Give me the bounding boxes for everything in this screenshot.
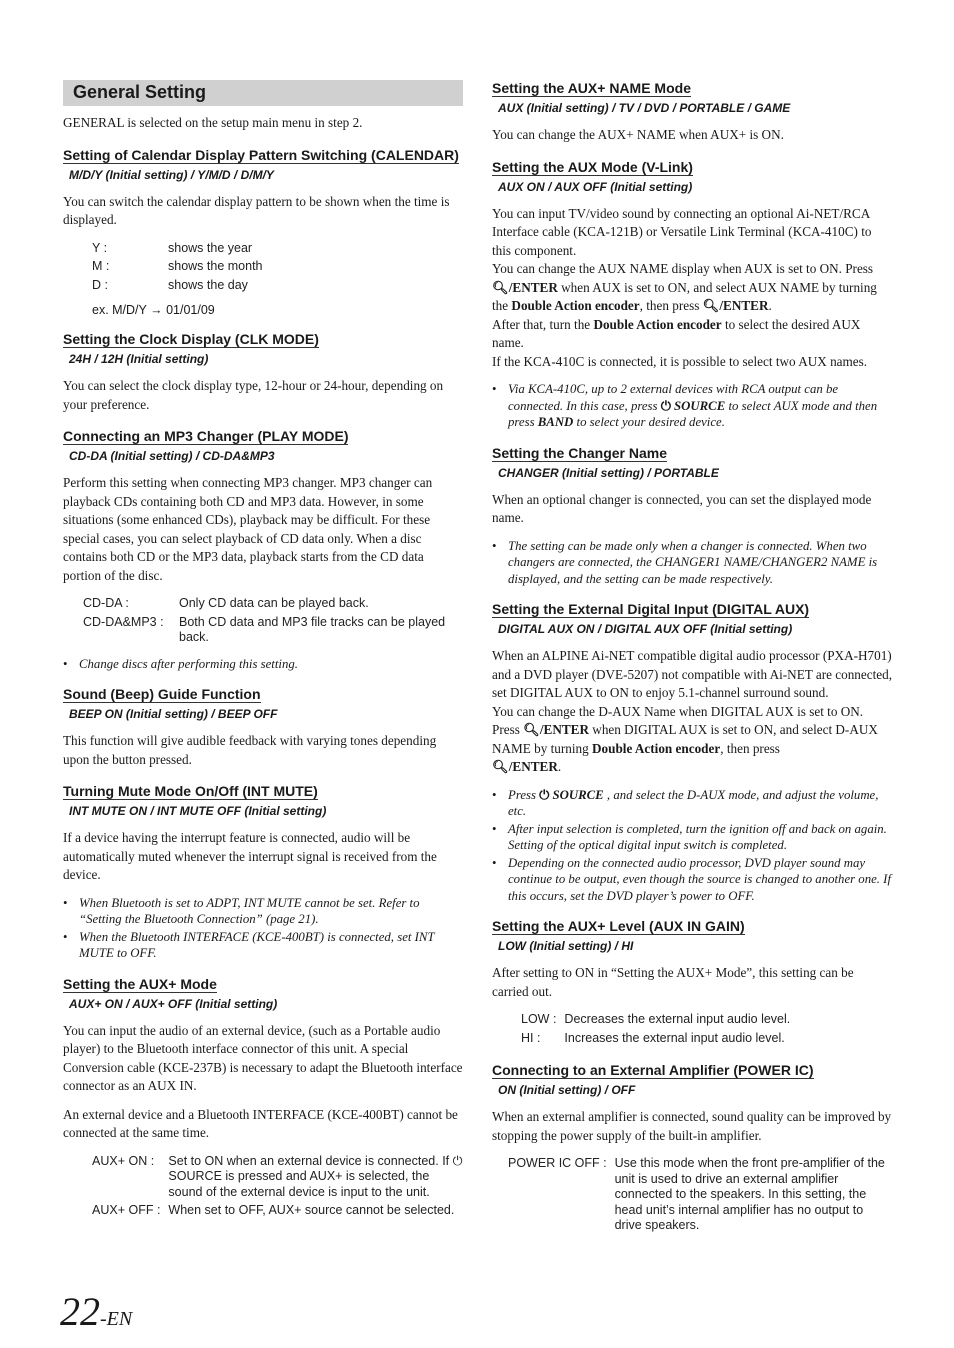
- clock-options: 24H / 12H (Initial setting): [69, 352, 209, 366]
- changer-section: [492, 445, 892, 588]
- text-run: Press: [508, 787, 540, 802]
- auxname-options: AUX (Initial setting) / TV / DVD / PORTABLE / GAME: [498, 101, 791, 115]
- note-item: [492, 381, 892, 431]
- search-icon: 🔍︎: [523, 722, 540, 737]
- def-key: AUX+ OFF :: [92, 1203, 161, 1217]
- daux-heading: Setting the External Digital Input (DIGITAL AUX): [492, 601, 810, 617]
- enter-label: /ENTER: [508, 279, 558, 295]
- vlink-p3: [492, 316, 892, 353]
- gain-section: [492, 918, 892, 1048]
- def-value: When set to OFF, AUX+ source cannot be selected.: [168, 1203, 455, 1217]
- daux-p2: [492, 703, 892, 777]
- def-key: CD-DA :: [83, 596, 129, 610]
- def-value: Use this mode when the front pre-amplifier of the unit is used to drive an external amplifier connected to the speakers. In this setting, the head unit’s internal amplifier has no output to drive speakers.: [614, 1156, 885, 1232]
- def-value: shows the day: [168, 277, 248, 292]
- vlink-notes: [492, 381, 892, 431]
- calendar-options: M/D/Y (Initial setting) / Y/M/D / D/M/Y: [69, 167, 274, 182]
- def-value: Increases the external input audio level.: [564, 1030, 785, 1045]
- note-item: • Change discs after performing this setting.: [63, 656, 463, 673]
- page-number: [60, 1288, 132, 1335]
- vlink-heading: Setting the AUX Mode (V-Link): [492, 158, 693, 175]
- def-key: D :: [92, 277, 108, 292]
- def-key: HI :: [521, 1030, 541, 1045]
- text-run: , then press: [720, 740, 780, 756]
- def-key: POWER IC OFF :: [508, 1156, 607, 1170]
- power-icon: ⏻: [660, 398, 671, 413]
- mp3-options: CD-DA (Initial setting) / CD-DA&MP3: [69, 449, 275, 463]
- auxname-section: [492, 80, 892, 145]
- def-value: Set to ON when an external device is connected. If ⏻ SOURCE is pressed and AUX+ is selected, the sound of the external device is input to the unit.: [168, 1153, 463, 1199]
- text-run: , then press: [639, 298, 703, 313]
- def-value: Both CD data and MP3 file tracks can be played back.: [179, 614, 446, 644]
- auxplus-body2: An external device and a Bluetooth INTERFACE (KCE-400BT) cannot be connected at the same time.: [63, 1106, 458, 1140]
- note-item: • After input selection is completed, turn the ignition off and back on again. Setting of the optical digital input switch is completed.: [492, 821, 892, 854]
- page-number-suffix: -EN: [100, 1308, 133, 1330]
- beep-body: This function will give audible feedback with varying tones depending upon the button pressed.: [63, 733, 437, 767]
- vlink-p1: You can input TV/video sound by connecting an optional Ai-NET/RCA Interface cable (KCA-121B) or Versatile Link Terminal (KCA-410C) to this component.: [492, 205, 872, 258]
- text-run: After that, turn the: [492, 316, 594, 332]
- calendar-defs: [92, 240, 263, 296]
- text-run: , and select the D-AUX mode, and adjust the volume, etc.: [508, 787, 879, 818]
- poweric-defs: [508, 1155, 892, 1236]
- source-label: SOURCE: [552, 787, 604, 802]
- poweric-options: ON (Initial setting) / OFF: [498, 1083, 636, 1097]
- poweric-body: When an external amplifier is connected, sound quality can be improved by stopping the power supply of the built-in amplifier.: [492, 1109, 892, 1143]
- note-item: • When the Bluetooth INTERFACE (KCE-400BT) is connected, set INT MUTE to OFF.: [63, 929, 463, 962]
- def-key: CD-DA&MP3 :: [83, 614, 164, 629]
- intro-text: GENERAL is selected on the setup main menu in step 2.: [63, 115, 363, 130]
- left-column: [63, 80, 463, 1235]
- note-item: [492, 787, 892, 820]
- text-run: when DIGITAL AUX is set to ON, and select D-AUX NAME by turning: [492, 722, 878, 756]
- def-key: Y :: [92, 240, 108, 255]
- mute-options: INT MUTE ON / INT MUTE OFF (Initial setting): [69, 804, 327, 818]
- auxplus-heading: Setting the AUX+ Mode: [63, 975, 217, 992]
- mute-section: [63, 783, 463, 962]
- beep-options: BEEP ON (Initial setting) / BEEP OFF: [69, 707, 278, 721]
- note-item: • When Bluetooth is set to ADPT, INT MUTE cannot be set. Refer to “Setting the Bluetooth Connection” (page 21).: [63, 895, 463, 928]
- section-title: General Setting: [73, 82, 207, 102]
- mp3-section: [63, 428, 463, 672]
- text-run: Via KCA-410C, up to 2 external devices with RCA output can be connected. In this case, press: [508, 382, 839, 413]
- encoder-label: Double Action encoder: [592, 740, 721, 756]
- changer-heading: Setting the Changer Name: [492, 444, 668, 461]
- poweric-heading: Connecting to an External Amplifier (POWER IC): [492, 1062, 814, 1078]
- calendar-example: ex. M/D/Y → 01/01/09: [92, 303, 215, 317]
- text-run: when AUX is set to ON, and select AUX NAME by turning the: [492, 279, 877, 313]
- encoder-label: Double Action encoder: [511, 298, 640, 313]
- search-icon: 🔍︎: [702, 298, 720, 313]
- note-item: • Depending on the connected audio processor, DVD player sound may continue to be output, even though the source is changed to another one. If this occurs, set the DVD player’s power to OFF.: [492, 855, 892, 905]
- changer-body: When an optional changer is connected, you can set the displayed mode name.: [492, 491, 872, 525]
- def-key: AUX+ ON :: [92, 1153, 155, 1168]
- vlink-p2: [492, 260, 892, 316]
- band-label: BAND: [537, 415, 574, 429]
- mp3-defs: [83, 595, 461, 648]
- gain-defs: [521, 1011, 790, 1048]
- text-run: to select your desired device.: [573, 415, 725, 429]
- daux-p1: When an ALPINE Ai-NET compatible digital audio processor (PXA-H701) and a DVD player (DVE-5207) not compatible with Ai-NET are connected, set DIGITAL AUX to ON to enjoy 5.1-channel surround sound.: [492, 648, 893, 700]
- poweric-section: [492, 1062, 892, 1236]
- clock-heading: Setting the Clock Display (CLK MODE): [63, 331, 319, 347]
- beep-heading: Sound (Beep) Guide Function: [63, 686, 261, 702]
- mute-heading: Turning Mute Mode On/Off (INT MUTE): [63, 783, 318, 799]
- vlink-options: AUX ON / AUX OFF (Initial setting): [498, 179, 693, 194]
- section-banner: [63, 80, 463, 106]
- gain-body: After setting to ON in “Setting the AUX+ Mode”, this setting can be carried out.: [492, 965, 854, 999]
- vlink-p4: If the KCA-410C is connected, it is possible to select two AUX names.: [492, 353, 868, 369]
- note-item: • The setting can be made only when a changer is connected. When two changers are connected, the CHANGER1 NAME/CHANGER2 NAME is displayed, and the setting can be made respectively.: [492, 538, 892, 588]
- gain-heading: Setting the AUX+ Level (AUX IN GAIN): [492, 918, 745, 934]
- mute-notes: [63, 895, 463, 962]
- auxname-heading: Setting the AUX+ NAME Mode: [492, 80, 691, 96]
- page-number-value: 22: [60, 1289, 100, 1334]
- text-run: You can change the D-AUX Name when DIGITAL AUX is set to ON. Press: [492, 703, 864, 737]
- mp3-body: Perform this setting when connecting MP3 changer. MP3 changer can playback CDs containing both CD and MP3 data. However, in some situations (some enhanced CDs), playback may be difficult. For these special cases, you can select playback of CD data only. When a disc contains both CD or the MP3 data, playback starts from the CD data portion of the disc.: [63, 475, 433, 583]
- auxplus-defs: [92, 1153, 464, 1221]
- text-run: to select the desired AUX name.: [492, 316, 861, 350]
- search-icon: 🔍︎: [492, 759, 509, 774]
- daux-notes: [492, 787, 892, 905]
- text-run: You can change the AUX NAME display when AUX is set to ON. Press: [492, 261, 874, 276]
- def-value: shows the year: [168, 240, 253, 255]
- def-key: M :: [92, 259, 110, 273]
- changer-options: CHANGER (Initial setting) / PORTABLE: [498, 465, 719, 480]
- auxname-body: You can change the AUX+ NAME when AUX+ is ON.: [492, 127, 784, 142]
- text-run: .: [768, 298, 772, 313]
- changer-notes: [492, 538, 892, 588]
- clock-body: You can select the clock display type, 12-hour or 24-hour, depending on your preference.: [63, 378, 444, 412]
- search-icon: 🔍︎: [492, 279, 509, 295]
- source-label: SOURCE: [674, 398, 726, 413]
- calendar-body: You can switch the calendar display pattern to be shown when the time is displayed.: [63, 193, 450, 227]
- power-icon: ⏻: [539, 787, 550, 802]
- daux-options: DIGITAL AUX ON / DIGITAL AUX OFF (Initial setting): [498, 622, 793, 636]
- def-value: Only CD data can be played back.: [179, 596, 369, 610]
- auxplus-body1: You can input the audio of an external device, (such as a Portable audio player) to the Bluetooth interface connector of this unit. A special Conversion cable (KCE-237B) is necessary to adapt the Bluetooth interface connector as an AUX IN.: [63, 1022, 463, 1093]
- vlink-section: [492, 159, 892, 431]
- right-column: [492, 80, 892, 1250]
- def-value: shows the month: [168, 259, 263, 273]
- gain-options: LOW (Initial setting) / HI: [498, 939, 634, 953]
- mp3-notes: [63, 656, 463, 673]
- encoder-label: Double Action encoder: [593, 316, 722, 332]
- enter-label: /ENTER: [539, 722, 589, 737]
- def-value: Decreases the external input audio level.: [564, 1012, 791, 1026]
- calendar-section: [63, 147, 463, 318]
- mp3-heading: Connecting an MP3 Changer (PLAY MODE): [63, 428, 349, 444]
- auxplus-section: [63, 976, 463, 1221]
- daux-section: [492, 601, 892, 904]
- enter-label: /ENTER: [719, 298, 769, 313]
- auxplus-options: AUX+ ON / AUX+ OFF (Initial setting): [69, 996, 278, 1011]
- calendar-heading: Setting of Calendar Display Pattern Switching (CALENDAR): [63, 146, 459, 163]
- text-run: to select AUX mode and then press: [508, 398, 878, 429]
- clock-section: [63, 331, 463, 414]
- text-run: .: [557, 759, 562, 774]
- enter-label: /ENTER: [508, 759, 558, 774]
- mute-body: If a device having the interrupt feature is connected, audio will be automatically muted whenever the interrupt signal is received from the device.: [63, 830, 437, 882]
- def-key: LOW :: [521, 1012, 557, 1026]
- beep-section: [63, 686, 463, 769]
